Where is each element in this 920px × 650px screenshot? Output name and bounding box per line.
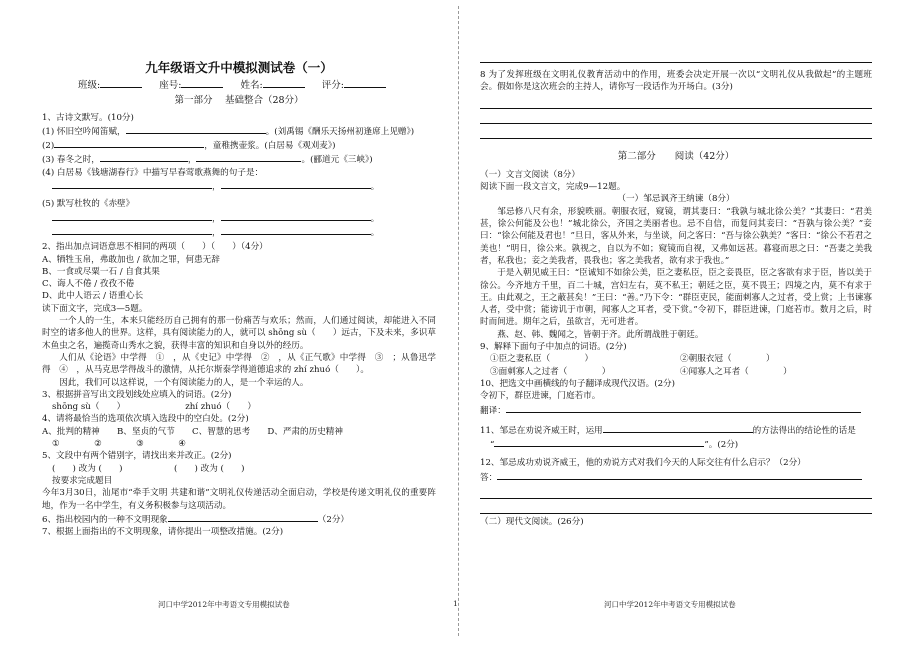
q4-blanks: ① ② ③ ④ (52, 439, 186, 450)
q2-option-b: B、一食或尽粟一石 / 自食其果 (42, 266, 160, 277)
answer-blank[interactable] (494, 437, 704, 447)
q12-answer-line3[interactable] (480, 499, 872, 514)
q12-heading: 12、邹忌成功劝说齐威王，他的劝说方式对我们今天的人际交往有什么启示？（2分） (480, 458, 806, 469)
score-label: 评分: (321, 80, 344, 91)
class-field[interactable] (100, 87, 142, 88)
passage-paragraph2: 人们从《论语》中学得 ① ，从《史记》中学得 ② ，从《正气歌》中学得 ③ ；从鲁迅学得 ④ ，从马克思学得战斗的激情，从托尔斯泰学得道德追求的 zhí zhuó（ ）。 (42, 352, 436, 376)
q1-item1: (1) 怀旧空吟闻笛赋， 。(刘禹锡《酬乐天扬州初逢席上见赠》) (42, 124, 436, 138)
q3-heading: 3、根据拼音写出文段划线处应填入的词语。(2分) (42, 389, 232, 400)
page-divider (458, 6, 459, 636)
q4-options: A、批判的精神 B、坚贞的气节 C、智慧的思考 D、严肃的历史精神 (42, 426, 343, 437)
q8-answer-line3[interactable] (480, 124, 872, 139)
student-info-row (42, 80, 436, 92)
q12-answer: 答： (480, 470, 872, 484)
answer-blank[interactable] (168, 512, 318, 522)
answer-blank[interactable] (54, 138, 204, 148)
q8-answer-line2[interactable] (480, 109, 872, 124)
name-field[interactable] (263, 87, 305, 88)
part2-heading: 第二部分 阅读（42分） (617, 150, 735, 162)
q5-heading: 5、文段中有两个错别字，请找出来并改正。(2分) (42, 451, 232, 462)
answer-blank[interactable] (126, 124, 266, 134)
answer-blank[interactable] (100, 152, 188, 162)
passage-paragraph3: 因此，我们可以这样说，一个有阅读能力的人，是一个幸运的人。 (59, 377, 309, 388)
q8-answer-line1[interactable] (480, 94, 872, 109)
classical-section-heading: （一）文言文阅读（8分） (480, 169, 580, 180)
q2-option-a: A、牺牲玉帛，弗敢加也 / 欲加之罪，何患无辞 (42, 254, 220, 265)
classical-instruction: 阅读下面一段文言文，完成9—12题。 (480, 182, 626, 193)
q5-answers: ( ) 改为 ( ) ( ) 改为 ( ) (52, 463, 245, 474)
class-label: 班级: (78, 80, 101, 91)
q1-heading: 1、古诗文默写。(10分) (42, 112, 134, 123)
left-page (42, 0, 436, 650)
q1-item2: (2) ，童稚携壶浆。(白居易《观刈麦》) (42, 138, 436, 152)
seat-label: 座号: (159, 80, 182, 91)
section-intro: 按要求完成题目 (52, 475, 113, 486)
passage-paragraph1: 一个人的一生，本来只能经历自己拥有的那一份痛苦与欢乐；然而，人们通过阅读，却能进入不同时空的诸多他人的世界。这样，具有阅读能力的人，就可以 shōng sù（ ）远古，下及未来，多识草木鱼虫之名，遍揽奇山秀水之貌，获得丰富的知识和自身以外的经历。 (42, 316, 436, 351)
q10-heading: 10、把选文中画横线的句子翻译成现代汉语。(2分) (480, 378, 675, 389)
q6-line: 6、指出校园内的一种不文明现象 （2分） (42, 512, 436, 526)
name-label: 姓名: (240, 80, 263, 91)
answer-blank[interactable] (603, 423, 753, 433)
q10-translation: 翻译： (480, 403, 872, 417)
q9-row2: ③面刺寡人之过者（ ） ④闻寡人之耳者（ ） (490, 366, 792, 377)
q10-sentence: 令初下，群臣进谏，门庭若市。 (480, 391, 601, 402)
q1-item4-answer: ， 。 (52, 179, 436, 193)
q1-item5-answer1: ， 。 (52, 211, 436, 225)
q1-item5: (5) 默写杜牧的《赤壁》 (42, 199, 135, 210)
exam-title: 九年级语文升中模拟测试卷（一） (145, 60, 333, 75)
q2-option-d: D、此中人语云 / 语重心长 (42, 291, 144, 302)
q3-answers: shōng sù（ ） zhí zhuó（ ） (52, 402, 256, 413)
classical-paragraph2: 于是入朝见威王曰：“臣诚知不如徐公美，臣之妻私臣，臣之妾畏臣，臣之客欲有求于臣，皆以美于徐公。今齐地方千里，百二十城，宫妇左右，莫不私王；朝廷之臣，莫不畏王；四境之内，莫不有求于王。由此观之，王之蔽甚矣！”王曰：“善。”乃下令：“群臣吏民，能面刺寡人之过者，受上赏；上书谏寡人者，受中赏；能谤讥于市朝，闻寡人之耳者，受下赏。”令初下，群臣进谏，门庭若市。数月之后，时时而间进。期年之后，虽欲言，无可进者。 (480, 268, 872, 328)
q11-line2: “ ”。(2分) (490, 437, 872, 451)
left-footer: 河口中学2012年中考语文专用模拟试卷 (158, 600, 290, 609)
top-rule (480, 62, 872, 69)
q9-heading: 9、解释下面句子中加点的词语。(2分) (480, 342, 627, 353)
right-page (480, 0, 872, 650)
reading-instruction: 读下面文字，完成3—5题。 (42, 303, 148, 314)
page-number: 1 (453, 599, 458, 608)
q9-row1: ①臣之妻私臣（ ） ②朝服衣冠（ ） (490, 354, 775, 365)
q12-answer-line2[interactable] (480, 484, 872, 499)
part1-heading: 第一部分 基础整合（28分） (174, 95, 304, 107)
classical-paragraph3: 燕、赵、韩、魏闻之，皆朝于齐。此所谓战胜于朝廷。 (497, 329, 704, 340)
q2-option-c: C、诲人不倦 / 孜孜不倦 (42, 279, 135, 290)
q1-item3: (3) 春冬之时， ， 。(郦道元《三峡》) (42, 152, 436, 166)
modern-section-heading: （二）现代文阅读。(26分) (480, 517, 584, 528)
answer-blank[interactable] (506, 403, 861, 413)
answer-blank[interactable] (196, 152, 301, 162)
q2-heading: 2、指出加点词语意思不相同的两项（ ）（ ）（4分） (42, 242, 268, 253)
q11-line1: 11、邹忌在劝说齐威王时，运用 的方法得出的结论性的话是 (480, 423, 872, 437)
q7-line: 7、根据上面指出的不文明现象，请你提出一项整改措施。(2分) (42, 527, 284, 538)
q1-item4: (4) 白居易《钱塘湖春行》中描写早春莺歌燕舞的句子是： (42, 167, 264, 178)
classical-paragraph1: 邹忌修八尺有余，形貌昳丽。朝服衣冠，窥镜，谓其妻曰：“我孰与城北徐公美？”其妻曰：“君美甚，徐公何能及公也！”城北徐公，齐国之美丽者也。忌不自信，而复问其妾曰：“吾孰与徐公美？”妾曰：“徐公何能及君也！”旦日，客从外来，与坐谈，问之客曰：“吾与徐公孰美？”客曰：“徐公不若君之美也！”明日，徐公来。孰视之，自以为不如；窥镜而自视，又弗如远甚。暮寝而思之曰：“吾妻之美我者，私我也；妾之美我者，畏我也；客之美我者，欲有求于我也。” (480, 206, 872, 266)
q1-item5-answer2: ， 。 (52, 225, 436, 239)
passage-title: （一）邹忌讽齐王纳谏（8分） (617, 194, 735, 205)
right-footer: 河口中学2012年中考语文专用模拟试卷 (604, 600, 736, 609)
passage-paragraph4: 今年3月30日，汕尾市“牵手文明 共建和谐”文明礼仪传递活动全面启动，学校是传递文明礼仪的重要阵地，作为一名中学生，有义务积极参与这项活动。 (42, 488, 436, 511)
q4-heading: 4、请将最恰当的选项依次填入选段中的空白处。(2分) (42, 414, 249, 425)
score-field[interactable] (344, 87, 386, 88)
q8-text: 8 为了发挥班级在文明礼仪教育活动中的作用，班委会决定开展一次以“文明礼仪从我做起”的主题班会。假如你是这次班会的主持人，请你写一段话作为开场白。(3分) (480, 70, 872, 93)
seat-field[interactable] (181, 87, 223, 88)
